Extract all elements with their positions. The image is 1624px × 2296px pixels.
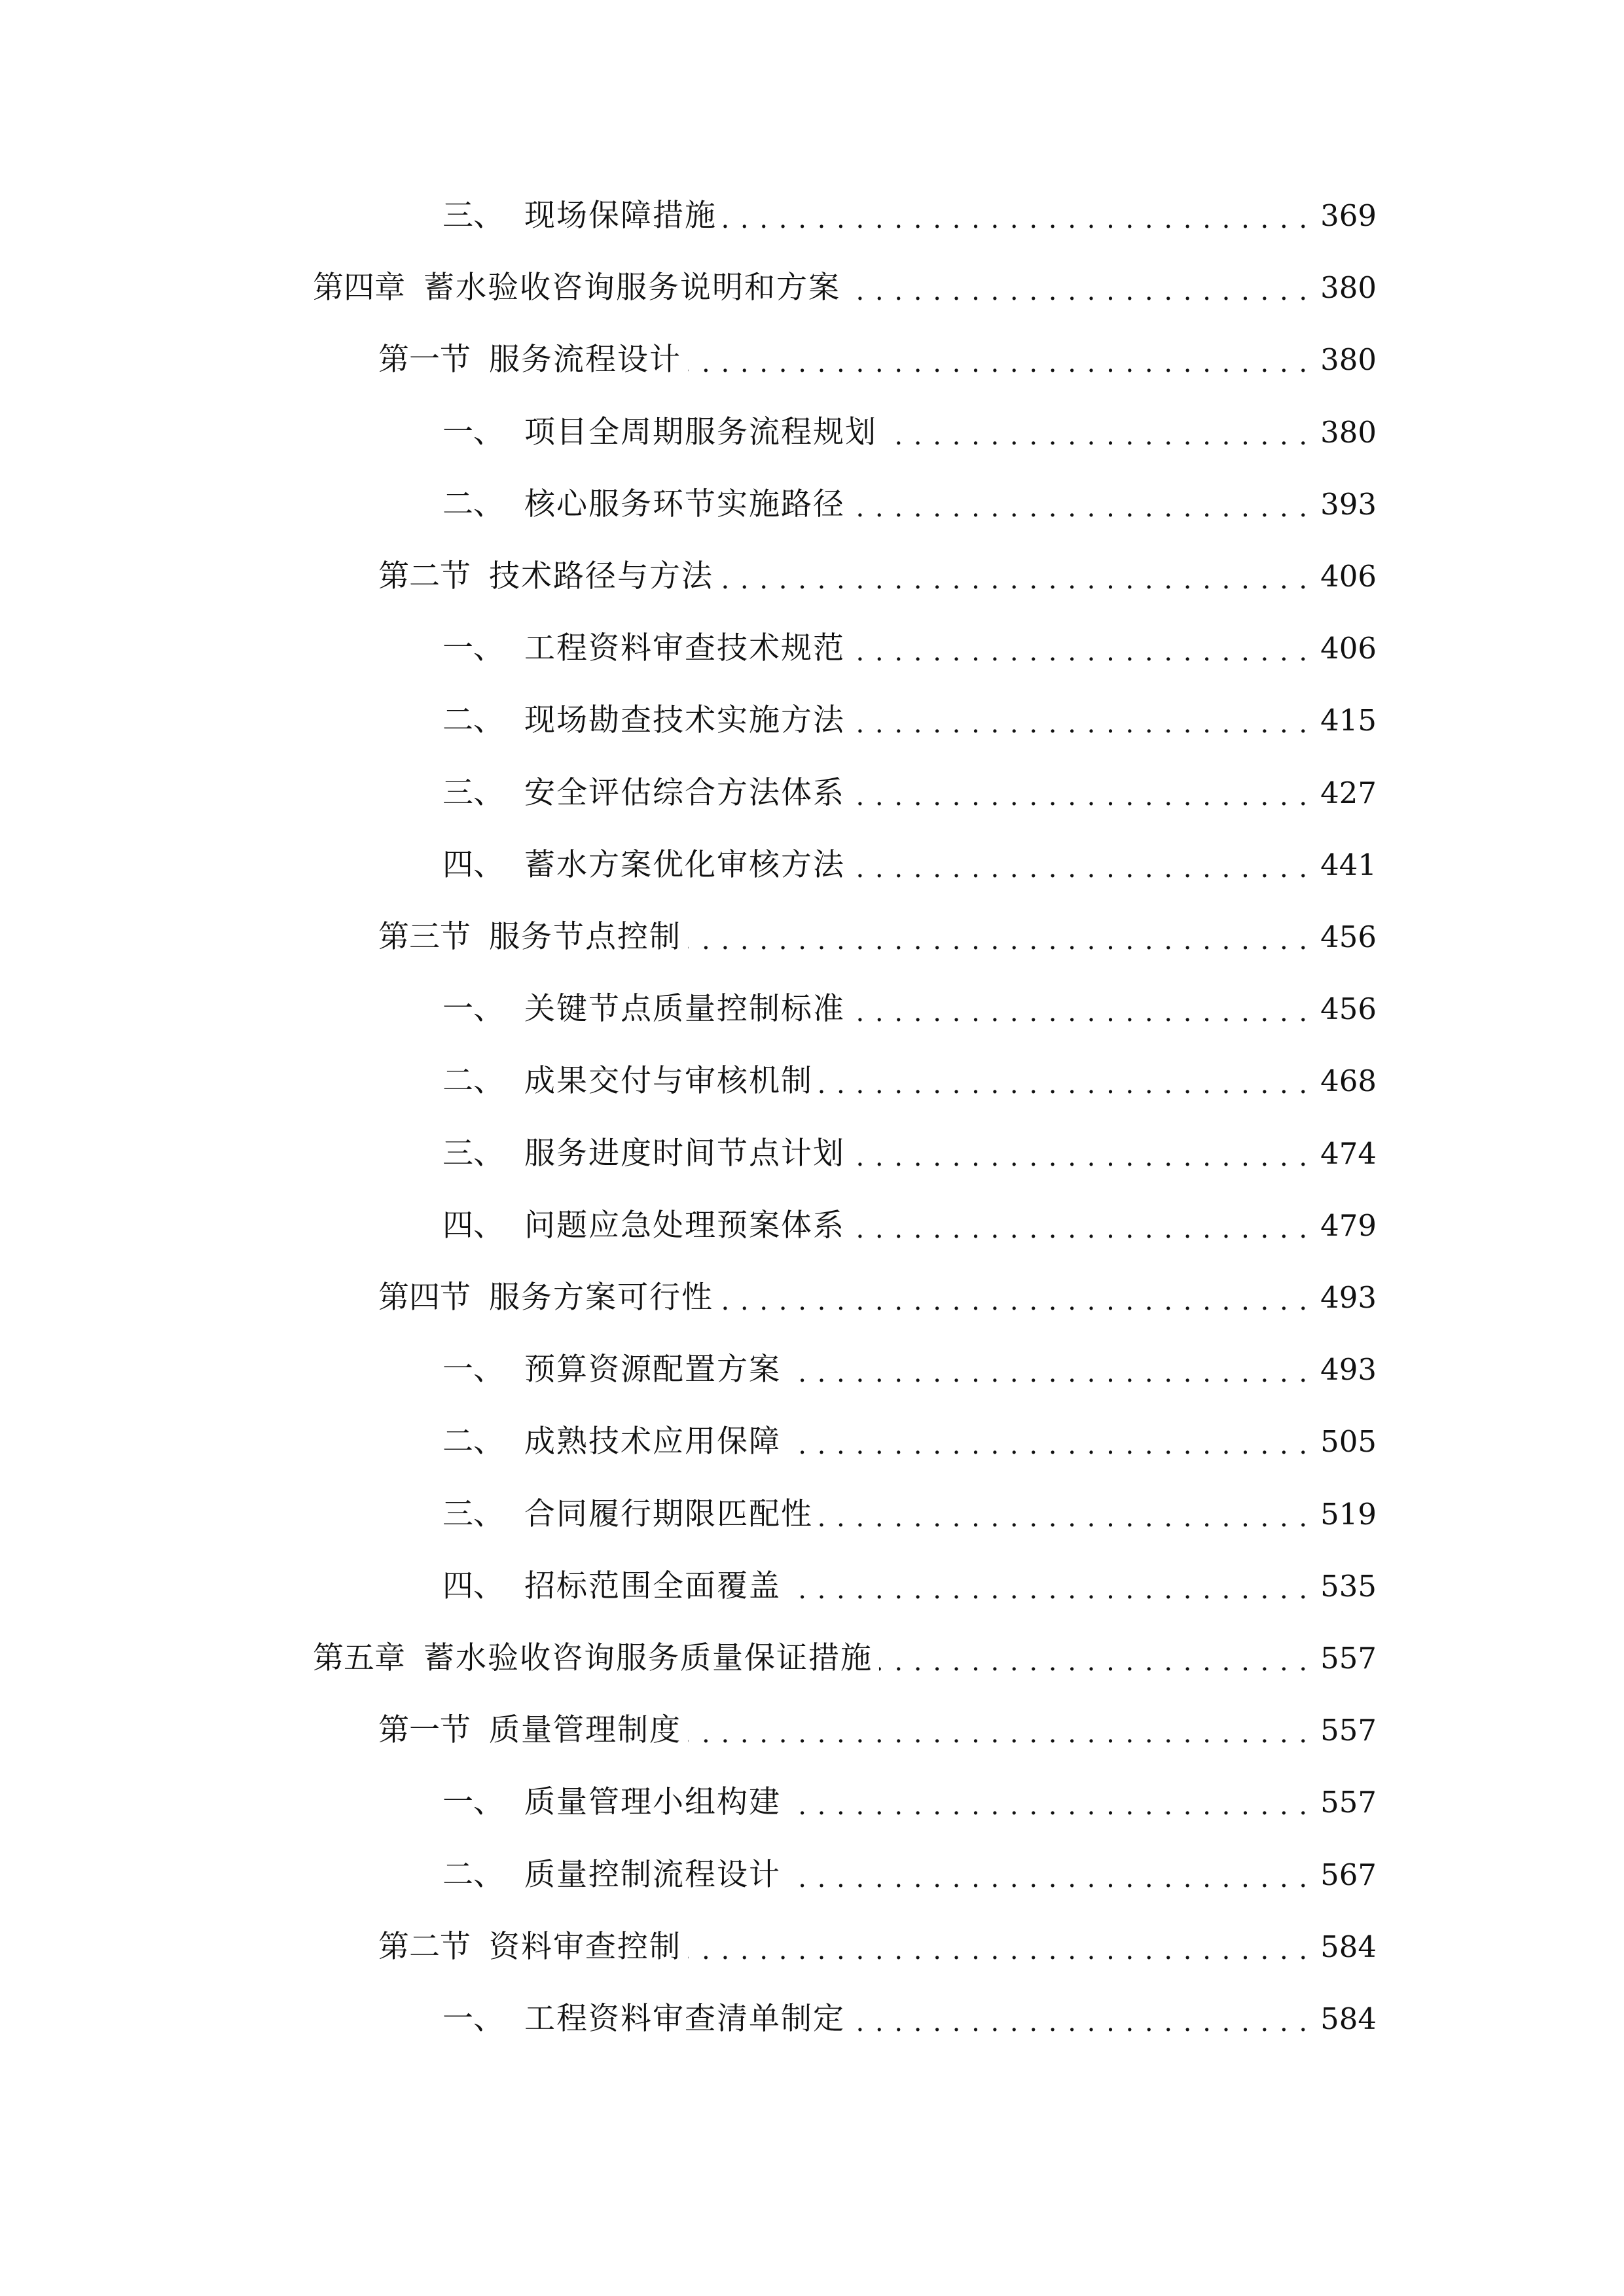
toc-entry-page-number: 406: [1320, 559, 1377, 594]
toc-entry-number: 三、: [442, 775, 504, 811]
toc-entry-page-number: 456: [1320, 920, 1377, 954]
toc-entry-title: 资料审查控制: [489, 1929, 681, 1965]
toc-entry-number: 二、: [442, 1063, 504, 1099]
toc-entry-number: 四、: [442, 1208, 504, 1244]
toc-entry-chapter[interactable]: [313, 1636, 1377, 1681]
toc-entry-title: 蓄水方案优化审核方法: [524, 847, 845, 883]
toc-entry-number: 三、: [442, 1496, 504, 1532]
toc-entry-page-number: 567: [1320, 1857, 1377, 1892]
toc-entry-number: 一、: [442, 1784, 504, 1820]
toc-entry-page-number: 415: [1320, 703, 1377, 738]
toc-dot-leader: [720, 1275, 1308, 1321]
toc-dot-leader: [852, 1203, 1308, 1249]
toc-entry-page-number: 493: [1320, 1280, 1377, 1315]
toc-entry-title: 蓄水验收咨询服务质量保证措施: [424, 1640, 873, 1676]
toc-entry-number: 三、: [442, 1136, 504, 1172]
toc-entry-title: 招标范围全面覆盖: [524, 1568, 781, 1604]
toc-entry-item[interactable]: [442, 1058, 1377, 1104]
toc-dot-leader: [787, 1347, 1308, 1393]
toc-entry-number: 一、: [442, 1352, 504, 1388]
toc-entry-title: 技术路径与方法: [489, 558, 713, 594]
toc-entry-number: 第一节: [378, 1712, 471, 1748]
toc-entry-section[interactable]: [378, 1708, 1377, 1753]
toc-entry-section[interactable]: [378, 554, 1377, 600]
toc-entry-page-number: 380: [1320, 415, 1377, 450]
toc-entry-title: 关键节点质量控制标准: [524, 991, 845, 1027]
toc-entry-title: 质量管理小组构建: [524, 1784, 781, 1820]
toc-entry-title: 核心服务环节实施路径: [524, 486, 845, 522]
toc-entry-title: 服务流程设计: [489, 342, 681, 378]
toc-dot-leader: [879, 1636, 1308, 1681]
toc-entry-title: 服务进度时间节点计划: [524, 1136, 845, 1172]
toc-entry-number: 第一节: [378, 342, 471, 378]
toc-entry-title: 现场勘查技术实施方法: [524, 702, 845, 738]
toc-entry-page-number: 380: [1320, 342, 1377, 377]
toc-entry-section[interactable]: [378, 337, 1377, 383]
toc-entry-chapter[interactable]: [313, 265, 1377, 311]
toc-entry-title: 安全评估综合方法体系: [524, 775, 845, 811]
toc-dot-leader: [852, 1996, 1308, 2042]
toc-entry-item[interactable]: [442, 1852, 1377, 1898]
toc-entry-number: 第四章: [313, 270, 405, 306]
toc-entry-section[interactable]: [378, 1924, 1377, 1970]
toc-dot-leader: [787, 1419, 1308, 1465]
toc-dot-leader: [847, 265, 1308, 311]
toc-entry-page-number: 535: [1320, 1569, 1377, 1604]
toc-entry-item[interactable]: [442, 1203, 1377, 1249]
toc-entry-item[interactable]: [442, 1131, 1377, 1177]
toc-entry-title: 成熟技术应用保障: [524, 1424, 781, 1460]
toc-entry-number: 第二节: [378, 1929, 471, 1965]
toc-entry-page-number: 557: [1320, 1785, 1377, 1820]
toc-dot-leader: [720, 554, 1308, 600]
toc-entry-page-number: 474: [1320, 1136, 1377, 1171]
toc-entry-item[interactable]: [442, 1492, 1377, 1537]
toc-dot-leader: [852, 626, 1308, 672]
toc-entry-section[interactable]: [378, 914, 1377, 960]
toc-entry-item[interactable]: [442, 1564, 1377, 1609]
toc-entry-item[interactable]: [442, 1780, 1377, 1825]
toc-entry-item[interactable]: [442, 842, 1377, 888]
toc-entry-item[interactable]: [442, 1347, 1377, 1393]
toc-entry-item[interactable]: [442, 626, 1377, 672]
toc-dot-leader: [852, 770, 1308, 816]
toc-entry-page-number: 557: [1320, 1713, 1377, 1748]
toc-entry-page-number: 493: [1320, 1352, 1377, 1387]
toc-entry-title: 项目全周期服务流程规划: [524, 414, 877, 450]
toc-entry-item[interactable]: [442, 1996, 1377, 2042]
toc-entry-title: 服务方案可行性: [489, 1280, 713, 1316]
toc-dot-leader: [820, 1492, 1308, 1537]
toc-entry-page-number: 441: [1320, 848, 1377, 882]
toc-entry-page-number: 519: [1320, 1497, 1377, 1532]
toc-entry-page-number: 393: [1320, 487, 1377, 522]
toc-dot-leader: [884, 410, 1308, 456]
toc-entry-section[interactable]: [378, 1275, 1377, 1321]
toc-entry-page-number: 468: [1320, 1064, 1377, 1098]
toc-dot-leader: [852, 842, 1308, 888]
toc-entry-page-number: 406: [1320, 631, 1377, 666]
toc-entry-title: 问题应急处理预案体系: [524, 1208, 845, 1244]
toc-entry-page-number: 380: [1320, 270, 1377, 305]
toc-dot-leader: [688, 1708, 1308, 1753]
toc-entry-page-number: 557: [1320, 1641, 1377, 1676]
toc-entry-number: 一、: [442, 630, 504, 666]
toc-dot-leader: [852, 986, 1308, 1032]
toc-entry-title: 预算资源配置方案: [524, 1352, 781, 1388]
toc-entry-item[interactable]: [442, 1419, 1377, 1465]
toc-entry-title: 蓄水验收咨询服务说明和方案: [424, 270, 840, 306]
toc-entry-item[interactable]: [442, 770, 1377, 816]
toc-dot-leader: [820, 1058, 1308, 1104]
toc-entry-page-number: 584: [1320, 1929, 1377, 1964]
toc-entry-page-number: 505: [1320, 1424, 1377, 1459]
toc-entry-number: 第五章: [313, 1640, 405, 1676]
toc-entry-number: 四、: [442, 1568, 504, 1604]
toc-entry-number: 第二节: [378, 558, 471, 594]
toc-entry-title: 服务节点控制: [489, 919, 681, 955]
toc-entry-title: 工程资料审查技术规范: [524, 630, 845, 666]
toc-entry-number: 第三节: [378, 919, 471, 955]
toc-dot-leader: [688, 1924, 1308, 1970]
toc-entry-title: 现场保障措施: [524, 198, 717, 234]
toc-dot-leader: [787, 1780, 1308, 1825]
toc-dot-leader: [723, 193, 1308, 239]
toc-entry-number: 四、: [442, 847, 504, 883]
toc-dot-leader: [787, 1564, 1308, 1609]
toc-entry-title: 工程资料审查清单制定: [524, 2001, 845, 2037]
toc-entry-item[interactable]: [442, 698, 1377, 744]
toc-entry-item[interactable]: [442, 410, 1377, 456]
toc-entry-number: 二、: [442, 702, 504, 738]
toc-entry-page-number: 427: [1320, 776, 1377, 810]
toc-dot-leader: [852, 698, 1308, 744]
toc-entry-number: 一、: [442, 414, 504, 450]
toc-entry-number: 三、: [442, 198, 504, 234]
toc-entry-item[interactable]: [442, 482, 1377, 528]
toc-dot-leader: [852, 1131, 1308, 1177]
toc-entry-title: 质量控制流程设计: [524, 1857, 781, 1893]
toc-entry-number: 一、: [442, 2001, 504, 2037]
toc-entry-page-number: 369: [1320, 198, 1377, 233]
toc-entry-number: 二、: [442, 1857, 504, 1893]
toc-entry-number: 二、: [442, 486, 504, 522]
toc-dot-leader: [688, 914, 1308, 960]
toc-entry-page-number: 479: [1320, 1208, 1377, 1243]
toc-entry-title: 合同履行期限匹配性: [524, 1496, 813, 1532]
toc-entry-title: 质量管理制度: [489, 1712, 681, 1748]
toc-dot-leader: [852, 482, 1308, 528]
toc-entry-page-number: 456: [1320, 992, 1377, 1026]
toc-entry-item[interactable]: [442, 193, 1377, 239]
toc-dot-leader: [787, 1852, 1308, 1898]
toc-entry-number: 一、: [442, 991, 504, 1027]
toc-dot-leader: [688, 337, 1308, 383]
toc-entry-item[interactable]: [442, 986, 1377, 1032]
toc-entry-title: 成果交付与审核机制: [524, 1063, 813, 1099]
toc-entry-page-number: 584: [1320, 2001, 1377, 2036]
toc-entry-number: 第四节: [378, 1280, 471, 1316]
toc-entry-number: 二、: [442, 1424, 504, 1460]
